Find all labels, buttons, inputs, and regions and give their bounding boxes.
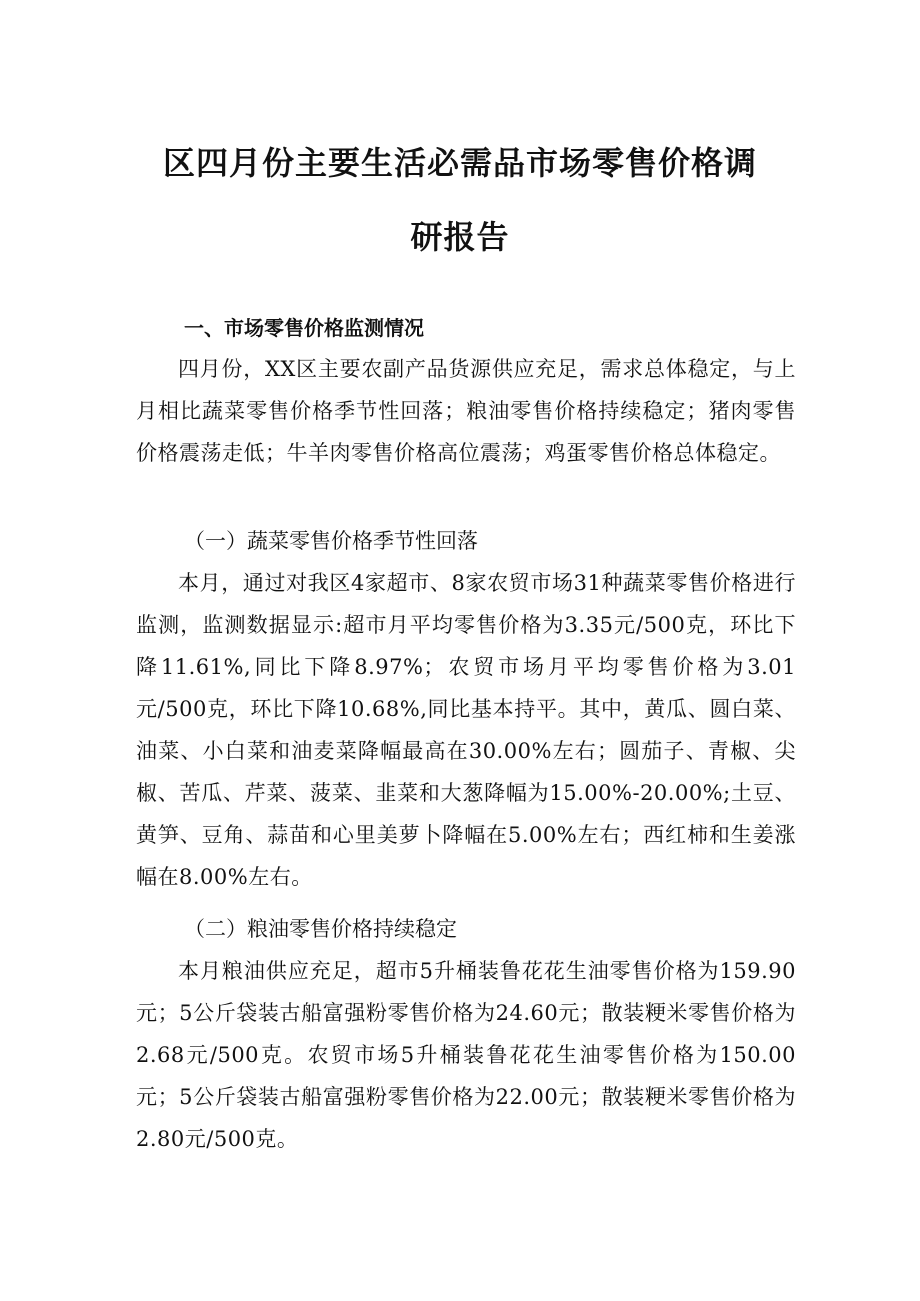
subsection-2-heading: （二）粮油零售价格持续稳定	[184, 917, 457, 941]
subsection-1-heading: （一）蔬菜零售价格季节性回落	[184, 529, 478, 553]
grain-oil-paragraph: 本月粮油供应充足，超市5升桶装鲁花花生油零售价格为159.90元；5公斤袋装古船富强粉零售价格为24.60元；散装粳米零售价格为2.68元/500克。农贸市场5升桶装鲁花花生油零售价格为150.00元；5公斤袋装古船富强粉零售价格为22.00元；散装粳米零售价格为2.80元/500克。	[136, 959, 796, 1151]
section-1-heading: 一、市场零售价格监测情况	[184, 316, 424, 340]
document-title-line-2: 研报告	[410, 218, 510, 256]
vegetable-paragraph: 本月，通过对我区4家超市、8家农贸市场31种蔬菜零售价格进行监测，监测数据显示:超市月平均零售价格为3.35元/500克，环比下降11.61%,同比下降8.97%；农贸市场月平均零售价格为3.01元/500克，环比下降10.68%,同比基本持平。其中，黄瓜、圆白菜、油菜、小白菜和油麦菜降幅最高在30.00%左右；圆茄子、青椒、尖椒、苦瓜、芹菜、菠菜、韭菜和大葱降幅为15.00%-20.00%;土豆、黄笋、豆角、蒜苗和心里美萝卜降幅在5.00%左右；西红柿和生姜涨幅在8.00%左右。	[136, 571, 796, 889]
intro-paragraph: 四月份，XX区主要农副产品货源供应充足，需求总体稳定，与上月相比蔬菜零售价格季节性回落；粮油零售价格持续稳定；猪肉零售价格震荡走低；牛羊肉零售价格高位震荡；鸡蛋零售价格总体稳定。	[136, 357, 796, 465]
document-title-line-1: 区四月份主要生活必需品市场零售价格调	[162, 144, 757, 182]
